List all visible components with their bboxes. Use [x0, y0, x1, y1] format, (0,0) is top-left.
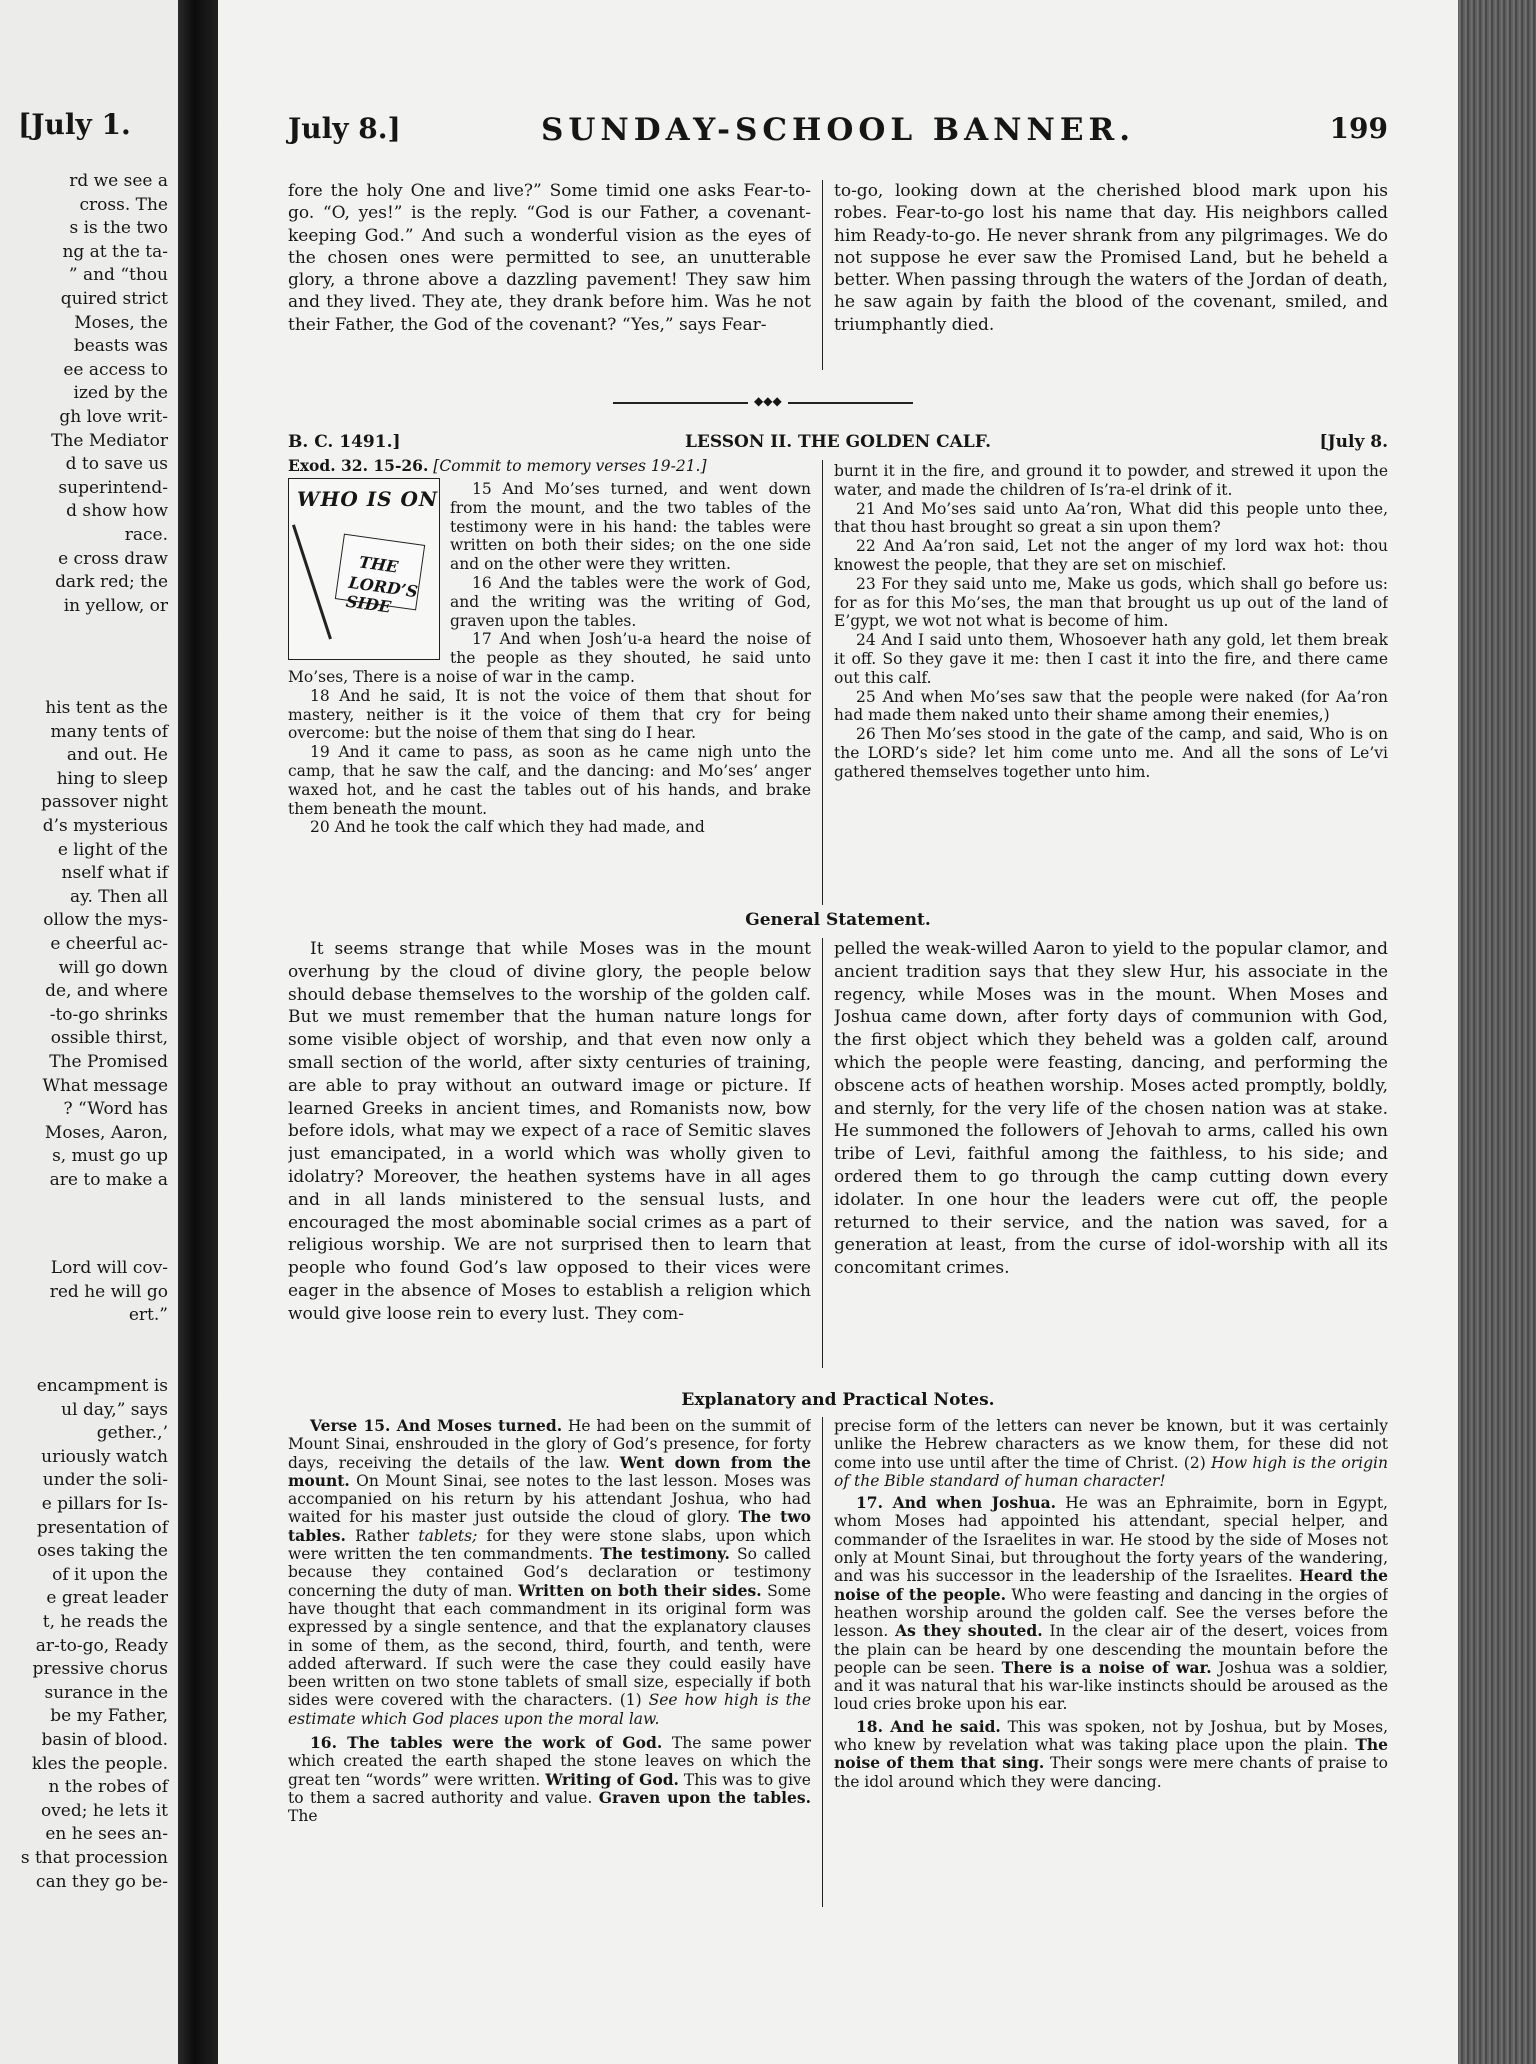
memory-verses-note: [Commit to memory verses 19-21.]: [433, 457, 707, 475]
facing-page-line: of it upon the: [52, 1564, 168, 1585]
note-text: The same power which created the earth shaped the stone leaves on which the great ten “words” were written.: [288, 1734, 811, 1789]
note-verse-17: [834, 1494, 1388, 1714]
note-text: for they were stone slabs, upon which were written the ten commandments.: [288, 1526, 811, 1564]
notes-right-column: [834, 1417, 1388, 1917]
facing-page-line: n the robes of: [48, 1777, 168, 1798]
facing-page-line: dark red; the: [55, 572, 168, 593]
facing-page-line: ee access to: [63, 359, 168, 380]
note-text: So called because they contained God’s declaration or testimony concerning the duty of man.: [288, 1545, 811, 1600]
facing-page-line: can they go be-: [35, 1871, 168, 1892]
facing-page-line: The Promised: [49, 1052, 168, 1072]
note-keyword: The testimony.: [600, 1544, 730, 1564]
facing-page-line: race.: [124, 525, 168, 545]
note-text: Some have thought that each commandment in its original form was expressed by a single sentence, and that the explanatory clauses in some of them, as the second, third, fourth, and tenth, were added afterward. If such were the case they could easily have been written on two stone tablets of small size, especially if both sides were covered with the characters. (1): [288, 1581, 811, 1710]
column-rule: [822, 938, 823, 1368]
general-left-text: It seems strange that while Moses was in the mount overhung by the cloud of divine glory, the people below should debase themselves to the worship of the golden calf. But we must remember that the human nature longs for some visible object of worship, and that even now only a small section of the world, after sixty centuries of training, are able to pray without an outward image or picture. If learned Greeks in ancient times, and Romanists now, bow before idols, what may we expect of a race of Semitic slaves just emancipated, in a world which was wholly given to idolatry? Moreover, the heathen systems have in all ages and in all lands ministered to the sensual lusts, and encouraged the most abominable social crimes as a part of religious worship. We are not surprised then to learn that people who found God’s law opposed to their vices were eager in the absence of Moses to establish a religion which would give loose rein to every lust. They com-: [288, 939, 811, 1324]
scripture-verse: 20 And he took the calf which they had made, and: [310, 818, 705, 837]
note-text: In the clear air of the desert, voices from the plain can be heard by one descending the mountain before the people can be seen.: [834, 1622, 1388, 1677]
scripture-verse: 25 And when Mo’ses saw that the people were naked (for Aa’ron had made them naked unto their shame among their enemies,): [834, 687, 1388, 725]
lesson-title: LESSON II. THE GOLDEN CALF.: [684, 432, 992, 452]
note-text: Who were feasting and dancing in the orgies of heathen worship around the golden calf. See the verses before the lesson.: [834, 1585, 1388, 1641]
verses-left-column: [288, 480, 811, 910]
facing-page-line: red he will go: [49, 1281, 168, 1302]
facing-page-header: [July 1.: [18, 108, 131, 141]
facing-page-line: d show how: [66, 501, 168, 522]
facing-page-line: ert.”: [128, 1305, 168, 1326]
scripture-verse: 26 Then Mo’ses stood in the gate of the camp, and said, Who is on the LORD’s side? let him come unto me. And all the sons of Le’vi gathered themselves together unto him.: [834, 725, 1388, 781]
scripture-verse: 23 For they said unto me, Make us gods, which shall go before us: for as for this Mo’ses, the man that brought us up out of the land of E’gypt, we wot not what is become of him.: [834, 574, 1388, 631]
note-keyword: Heard the noise of the people.: [834, 1566, 1388, 1604]
facing-page-line: be my Father,: [50, 1706, 168, 1727]
facing-page-line: and out. He: [66, 745, 168, 766]
verses-right-column: [834, 462, 1388, 912]
facing-page-line: presentation of: [36, 1517, 168, 1538]
facing-page-line: cross. The: [79, 194, 168, 215]
column-rule: [822, 460, 823, 905]
page-number: 199: [1329, 112, 1388, 145]
general-right-text: pelled the weak-willed Aaron to yield to the popular clamor, and ancient tradition says that they slew Hur, his associate in the regency, while Moses was in the mount. When Moses and Joshua came down, after forty days of communion with God, the first object which they beheld was a golden calf, around which the people were feasting, dancing, and performing the obscene acts of heathen worship. Moses acted promptly, boldly, and sternly, for the very life of the chosen nation was at stake. He summoned the followers of Jehovah to arms, called his own tribe of Levi, faithful among the faithless, to his side; and ordered them to go through the camp cutting down every idolater. In one hour the leaders were cut off, the people returned to their service, and the nation was saved, for a generation at least, from the curse of idol-worship with all its concomitant crimes.: [834, 939, 1388, 1279]
facing-page-line: ized by the: [73, 383, 168, 404]
woodcut-caption-2: THE: [357, 552, 400, 577]
note-keyword: The two tables.: [288, 1507, 811, 1545]
note-text: The: [288, 1807, 318, 1826]
woodcut-caption-3: LORD’S SIDE: [344, 572, 419, 617]
intro-left-column: [288, 180, 811, 380]
facing-page-line: pressive chorus: [32, 1659, 168, 1680]
note-text: precise form of the letters can never be known, but it was certainly unlike the Hebrew characters as we know them, for these did not come into use until after the time of Christ. (2): [834, 1417, 1388, 1472]
facing-page-line: -to-go shrinks: [49, 1004, 168, 1025]
woodcut-caption-1: WHO IS ON: [297, 487, 439, 511]
note-text: Rather: [345, 1526, 419, 1545]
note-verse-15-continued: [834, 1417, 1388, 1490]
header-date: July 8.]: [288, 112, 401, 145]
note-text: Joshua was a soldier, and it was natural that his war-like instincts should be aroused as the loud cries broke upon his ear.: [834, 1658, 1388, 1714]
facing-page-line: ng at the ta-: [62, 241, 168, 262]
facing-page-line: oved; he lets it: [40, 1800, 168, 1821]
facing-page-line: t, he reads the: [42, 1612, 168, 1632]
scripture-verse: 15 And Mo’ses turned, and went down from the mount, and the two tables of the testimony were in his hand: the tables were written on both their sides; on the one side and on the other were they written.: [450, 480, 811, 574]
scripture-verse: 21 And Mo’ses said unto Aa’ron, What did this people unto thee, that thou hast brought so great a sin upon them?: [834, 499, 1388, 537]
facing-page-line: kles the people.: [31, 1753, 168, 1774]
intro-right-text: to-go, looking down at the cherished blood mark upon his robes. Fear-to-go lost his name that day. His neighbors called him Ready-to-go. He never shrank from any pilgrimages. We do not suppose he ever saw the Promised Land, but he beheld a better. When passing through the waters of the Jordan of death, he saw again by faith the blood of the covenant, smiled, and triumphantly died.: [834, 181, 1388, 335]
note-text: See how high is the estimate which God places upon the moral law.: [288, 1691, 811, 1728]
facing-page-line: beasts was: [73, 336, 168, 357]
facing-page-line: ossible thirst,: [50, 1028, 168, 1049]
facing-page-line: s that procession: [20, 1848, 168, 1868]
scripture-verse: 18 And he said, It is not the voice of them that shout for mastery, neither is it the voice of them that cry for being overcome: but the noise of them that sing do I hear.: [288, 686, 811, 743]
facing-page-line: gh love writ-: [59, 407, 168, 427]
scripture-reference: Exod. 32. 15-26.: [288, 456, 429, 475]
note-keyword: The noise of them that sing.: [834, 1735, 1388, 1773]
facing-page-line: ul day,” says: [61, 1399, 168, 1420]
section-ornament: ◆◆◆: [613, 396, 913, 410]
note-text: How high is the origin of the Bible standard of human character!: [834, 1453, 1388, 1490]
notes-left-column: [288, 1417, 811, 1917]
scripture-verse: 17 And when Josh’u-a heard the noise of the people as they shouted, he said unto Mo’ses, There is a noise of war in the camp.: [288, 630, 811, 686]
note-text: He had been on the summit of Mount Sinai, enshrouded in the glory of God’s presence, for forty days, receiving the details of the law.: [288, 1417, 811, 1472]
facing-page-line: e pillars for Is-: [41, 1494, 168, 1514]
notes-heading: Explanatory and Practical Notes.: [681, 1390, 995, 1410]
book-page-edges: [1458, 0, 1536, 2064]
note-keyword: As they shouted.: [895, 1621, 1043, 1641]
facing-page-line: will go down: [58, 957, 168, 978]
facing-page-line: d to save us: [65, 454, 168, 475]
note-verse-15: [288, 1417, 811, 1728]
facing-page-line: e great leader: [46, 1588, 168, 1609]
facing-page-line: e cheerful ac-: [50, 934, 168, 954]
facing-page-line: in yellow, or: [63, 595, 168, 616]
facing-page-line: The Mediator: [51, 430, 168, 451]
facing-page-line: ” and “thou: [68, 265, 168, 286]
facing-page-line: basin of blood.: [41, 1730, 168, 1750]
note-keyword: Graven upon the tables.: [598, 1787, 811, 1807]
facing-page-line: Lord will cov-: [50, 1258, 168, 1278]
intro-right-column: [834, 180, 1388, 380]
running-header: [288, 112, 1388, 152]
facing-page-line: de, and where: [45, 981, 168, 1002]
note-keyword: 17. And when Joshua.: [856, 1493, 1057, 1513]
facing-page-line: uriously watch: [41, 1446, 168, 1467]
note-text: This was to give to them a sacred authority and value.: [288, 1770, 811, 1807]
facing-page-line: e cross draw: [58, 548, 168, 569]
facing-page-line: s, must go up: [52, 1146, 168, 1167]
scripture-verse: 24 And I said unto them, Whosoever hath any gold, let them break it off. So they gave it me: then I cast it into the fire, and there came out this calf.: [834, 631, 1388, 687]
facing-page-line: Moses, Aaron,: [44, 1122, 168, 1143]
facing-page-line: ? “Word has: [63, 1099, 168, 1120]
facing-page-fragment: [0, 0, 178, 2064]
facing-page-line: are to make a: [49, 1170, 168, 1190]
book-gutter: [178, 0, 218, 2064]
facing-page-line: Moses, the: [74, 312, 168, 333]
facing-page-line: rd we see a: [69, 171, 168, 191]
facing-page-line: ar-to-go, Ready: [35, 1635, 168, 1656]
publication-title: SUNDAY-SCHOOL BANNER.: [540, 112, 1136, 148]
note-text: On Mount Sinai, see notes to the last lesson. Moses was accompanied on his return by his attendant Joshua, who had waited for his master just outside the cloud of glory.: [288, 1471, 811, 1527]
note-keyword: Verse 15. And Moses turned.: [310, 1417, 563, 1435]
scripture-verse: 22 And Aa’ron said, Let not the anger of my lord wax hot: thou knowest the people, that they are set on mischief.: [834, 537, 1388, 574]
general-left-column: [288, 938, 811, 1378]
facing-page-line: his tent as the: [45, 698, 168, 718]
scripture-verse: 16 And the tables were the work of God, and the writing was the writing of God, graven upon the tables.: [450, 573, 811, 630]
facing-page-line: What message: [42, 1075, 168, 1096]
note-text: This was spoken, not by Joshua, but by Moses, who knew by revelation what was taking place upon the plain.: [834, 1717, 1388, 1755]
facing-page-line: superintend-: [58, 477, 168, 498]
facing-page-line: many tents of: [50, 721, 168, 742]
facing-page-line: passover night: [41, 792, 168, 813]
facing-page-line: ollow the mys-: [43, 910, 168, 931]
lesson-reference-line: [288, 456, 811, 475]
facing-page-line: oses taking the: [37, 1541, 168, 1562]
general-right-column: [834, 938, 1388, 1378]
intro-left-text: fore the holy One and live?” Some timid one asks Fear-to-go. “O, yes!” is the reply. “God is our Father, a covenant-keeping God.” And such a wonderful vision as the eyes of the chosen ones were permitted to see, an unutterable glory, a throne above a dazzling pavement! They saw him and they lived. They ate, they drank before him. Was he not their Father, the God of the covenant? “Yes,” says Fear-: [288, 181, 811, 335]
column-rule: [822, 180, 823, 370]
scripture-verse: 19 And it came to pass, as soon as he came nigh unto the camp, that he saw the calf, and the dancing: and Mo’ses’ anger waxed hot, and he cast the tables out of his hands, and brake them beneath the mount.: [288, 743, 811, 818]
note-text: tablets;: [418, 1526, 478, 1545]
facing-page-line: en he sees an-: [45, 1824, 168, 1845]
note-keyword: 16. The tables were the work of God.: [310, 1733, 663, 1753]
facing-page-line: quired strict: [60, 289, 168, 309]
note-verse-16: [288, 1734, 811, 1825]
note-keyword: 18. And he said.: [856, 1716, 1001, 1736]
note-keyword: Went down from the mount.: [288, 1452, 811, 1490]
facing-page-line: surance in the: [44, 1682, 168, 1703]
note-verse-18: [834, 1718, 1388, 1791]
facing-page-line: d’s mysterious: [42, 816, 168, 836]
note-keyword: There is a noise of war.: [1001, 1657, 1212, 1677]
lesson-bc-date: B. C. 1491.]: [288, 432, 401, 452]
facing-page-line: gether.,’: [96, 1423, 168, 1444]
lesson-heading: [288, 432, 1388, 458]
note-text: Their songs were mere chants of praise to the idol around which they were dancing.: [834, 1754, 1388, 1791]
lesson-date: [July 8.: [1319, 432, 1388, 452]
facing-page-line: hing to sleep: [56, 768, 168, 789]
general-statement-heading: General Statement.: [745, 910, 931, 930]
note-keyword: Writing of God.: [545, 1769, 679, 1789]
facing-page-line: nself what if: [61, 863, 168, 884]
facing-page-line: under the soli-: [42, 1470, 168, 1491]
column-rule: [822, 1417, 823, 1907]
note-keyword: Written on both their sides.: [518, 1580, 762, 1600]
facing-page-line: encampment is: [36, 1376, 168, 1396]
facing-page-line: ay. Then all: [70, 886, 168, 907]
facing-page-line: e light of the: [57, 839, 168, 860]
facing-page-line: s is the two: [69, 218, 168, 239]
note-text: He was an Ephraimite, born in Egypt, whom Moses had appointed his attendant, special helper, and commander of the Israelites in war. He stood by the side of Moses not only at Mount Sinai, but throughout the forty years of the wandering, and was his successor in the leadership of the Israelites.: [834, 1494, 1388, 1586]
scripture-verse: burnt it in the fire, and ground it to powder, and strewed it upon the water, and made the children of Is’ra-el drink of it.: [834, 462, 1388, 499]
page-199: [218, 0, 1458, 2064]
